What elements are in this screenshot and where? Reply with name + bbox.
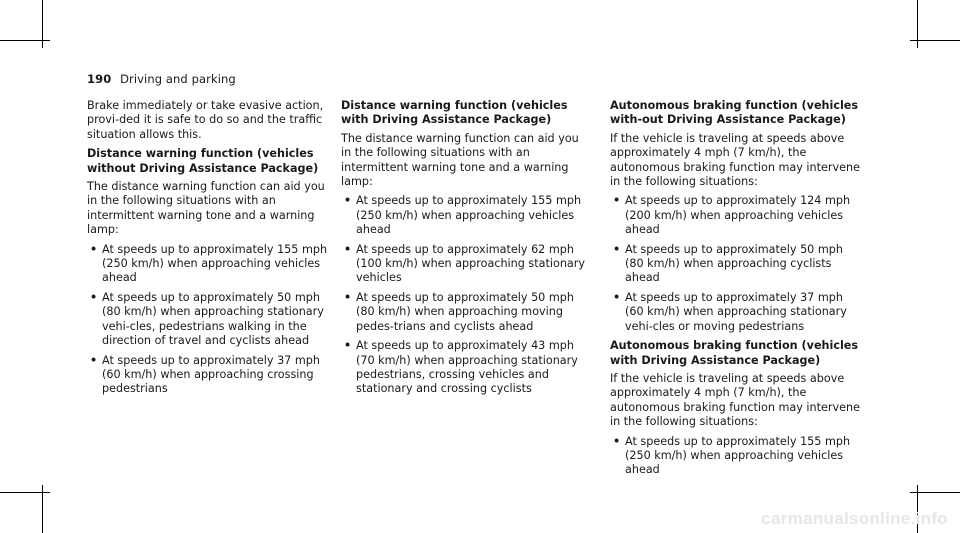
column-right <box>610 99 860 483</box>
section-title: Driving and parking <box>120 72 236 86</box>
page-header <box>87 72 236 86</box>
page-number: 190 <box>87 72 112 86</box>
bullet-item: • At speeds up to approximately 62 mph (100 km/h) when approaching stationary vehicles <box>341 243 591 286</box>
section-paragraph: If the vehicle is traveling at speeds above approximately 4 mph (7 km/h), the autonomous braking function may intervene in the following situations: <box>610 131 860 189</box>
section-heading: Autonomous braking function (vehicles with-out Driving Assistance Package) <box>610 99 859 127</box>
bullet-list <box>87 243 337 397</box>
section-heading: Distance warning function (vehicles with Driving Assistance Package) <box>341 99 568 127</box>
bullet-item: • At speeds up to approximately 50 mph (80 km/h) when approaching stationary vehi-cles, pedestrians walking in the direction of travel and cyclists ahead <box>87 291 337 349</box>
column-left <box>87 99 337 402</box>
bullet-item: • At speeds up to approximately 43 mph (70 km/h) when approaching stationary pedestrians, crossing vehicles and stationary and crossing cyclists <box>341 339 591 397</box>
watermark: carmanualsonline.info <box>761 509 948 528</box>
section-paragraph: If the vehicle is traveling at speeds above approximately 4 mph (7 km/h), the autonomous braking function may intervene in the following situations: <box>610 371 860 429</box>
intro-paragraph: Brake immediately or take evasive action, provi-ded it is safe to do so and the traffic situation allows this. <box>87 99 324 141</box>
bullet-list <box>610 194 860 334</box>
bullet-item: • At speeds up to approximately 37 mph (60 km/h) when approaching crossing pedestrians <box>87 354 337 397</box>
bullet-item: • At speeds up to approximately 155 mph (250 km/h) when approaching vehicles ahead <box>341 194 591 237</box>
bullet-item: • At speeds up to approximately 50 mph (80 km/h) when approaching moving pedes-trians and cyclists ahead <box>341 291 591 334</box>
section-paragraph: The distance warning function can aid you in the following situations with an intermittent warning tone and a warning lamp: <box>341 131 579 189</box>
column-middle <box>341 99 591 402</box>
bullet-item: • At speeds up to approximately 124 mph (200 km/h) when approaching vehicles ahead <box>610 194 860 237</box>
bullet-item: • At speeds up to approximately 155 mph (250 km/h) when approaching vehicles ahead <box>87 243 337 286</box>
bullet-item: • At speeds up to approximately 37 mph (60 km/h) when approaching stationary vehi-cles or moving pedestrians <box>610 291 860 334</box>
bullet-item: • At speeds up to approximately 50 mph (80 km/h) when approaching cyclists ahead <box>610 243 860 286</box>
section-paragraph: The distance warning function can aid you in the following situations with an intermittent warning tone and a warning lamp: <box>87 180 325 237</box>
bullet-list <box>341 194 591 396</box>
section-heading: Distance warning function (vehicles without Driving Assistance Package) <box>87 147 319 175</box>
bullet-list <box>610 435 860 478</box>
section-heading: Autonomous braking function (vehicles with Driving Assistance Package) <box>610 339 859 367</box>
bullet-item: • At speeds up to approximately 155 mph (250 km/h) when approaching vehicles ahead <box>610 435 860 478</box>
